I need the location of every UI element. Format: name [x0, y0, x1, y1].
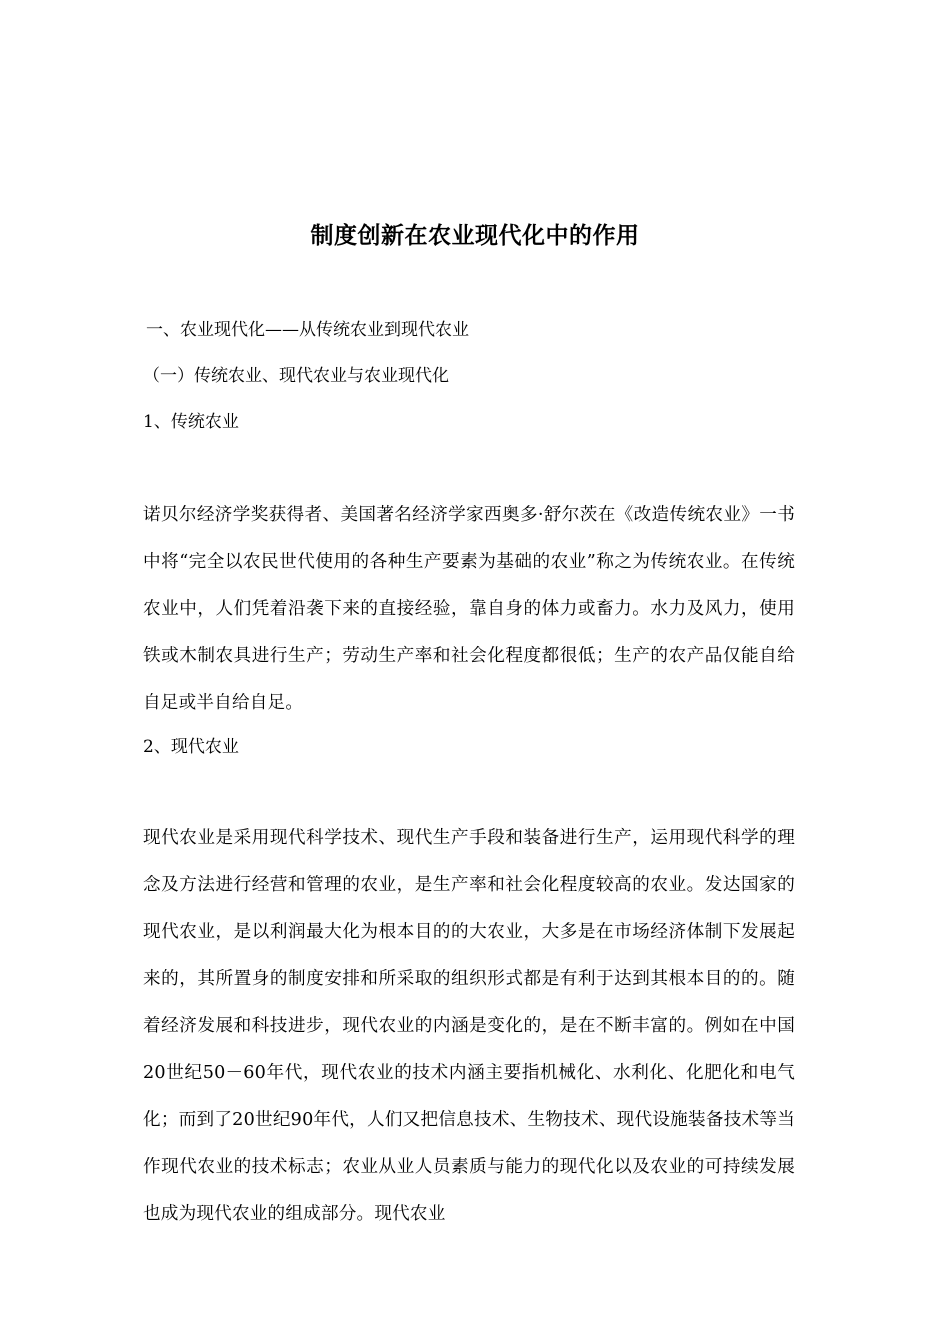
paragraph-modern-agriculture: 现代农业是采用现代科学技术、现代生产手段和装备进行生产，运用现代科学的理念及方法进行经营和管理的农业，是生产率和社会化程度较高的农业。发达国家的现代农业，是以利润最大化为根本目的的大农业，大多是在市场经济体制下发展起来的，其所置身的制度安排和所采取的组织形式都是有利于达到其根本目的的。随着经济发展和科技进步，现代农业的内涵是变化的，是在不断丰富的。例如在中国20世纪50－60年代，现代农业的技术内涵主要指机械化、水利化、化肥化和电气化；而到了20世纪90年代，人们又把信息技术、生物技术、现代设施装备技术等当作现代农业的技术标志；农业从业人员素质与能力的现代化以及农业的可持续发展也成为现代农业的组成部分。现代农业: [143, 828, 795, 1224]
item-heading-traditional-agriculture: 1、传统农业: [143, 412, 239, 432]
subsection-heading: （一）传统农业、现代农业与农业现代化: [143, 366, 449, 386]
paragraph-traditional-agriculture: 诺贝尔经济学奖获得者、美国著名经济学家西奥多·舒尔茨在《改造传统农业》一书中将“完全以农民世代使用的各种生产要素为基础的农业”称之为传统农业。在传统农业中，人们凭着沿袭下来的直接经验，靠自身的体力或畜力。水力及风力，使用铁或木制农具进行生产；劳动生产率和社会化程度都很低；生产的农产品仅能自给自足或半自给自足。: [143, 505, 795, 713]
section-heading: 一、农业现代化——从传统农业到现代农业: [146, 320, 469, 340]
document-title: 制度创新在农业现代化中的作用: [310, 223, 640, 249]
item-heading-modern-agriculture: 2、现代农业: [143, 737, 239, 757]
